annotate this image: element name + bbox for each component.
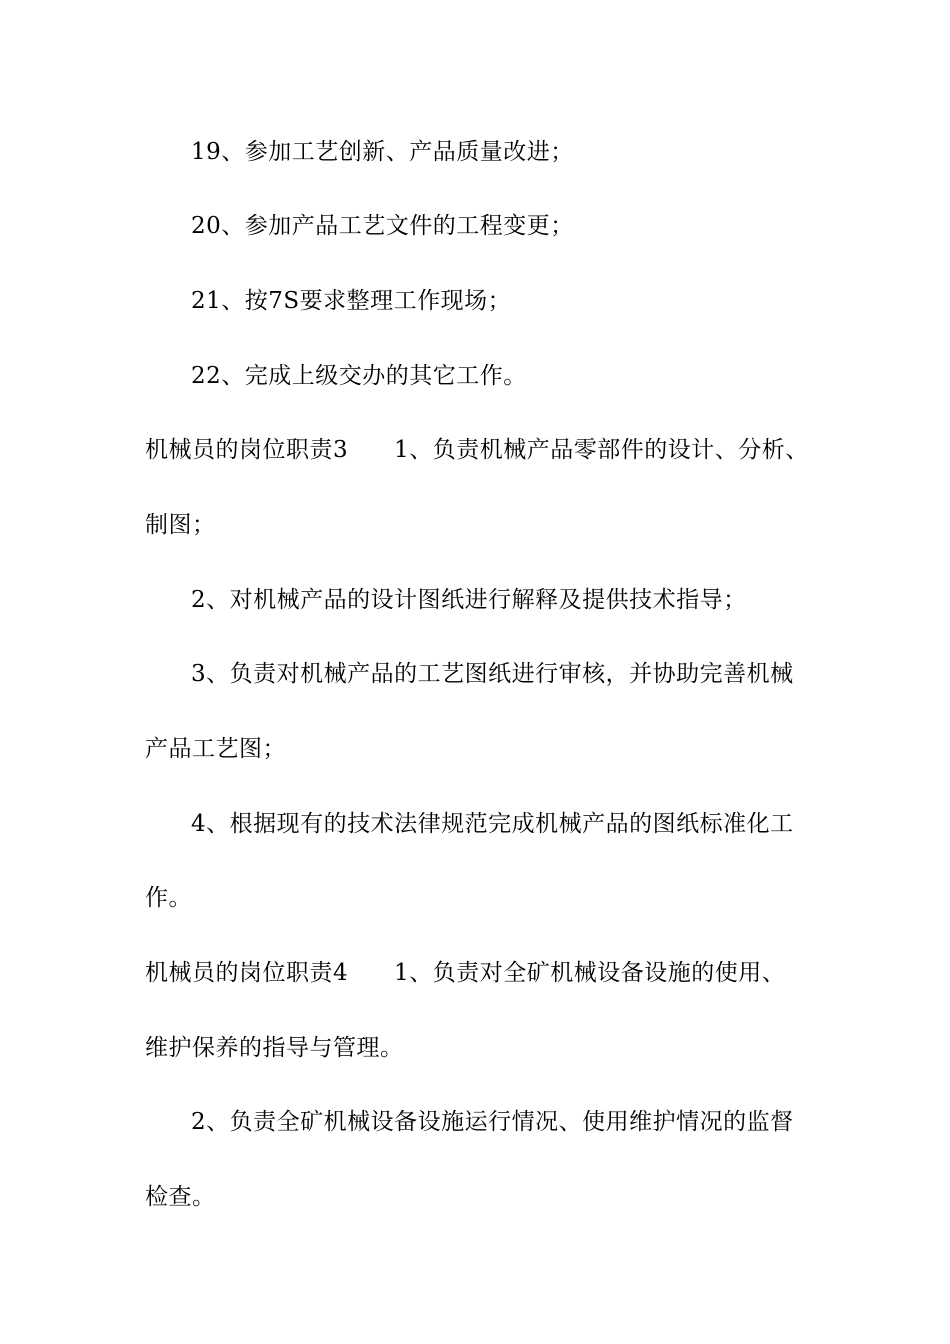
paragraph-line: 19、参加工艺创新、产品质量改进； (191, 139, 574, 165)
paragraph-line: 4、根据现有的技术法律规范完成机械产品的图纸标准化工 (191, 811, 794, 837)
section-heading-line (145, 959, 785, 987)
paragraph-text: 1、负责机械产品零部件的设计、分析、 (394, 437, 809, 463)
paragraph-line: 2、对机械产品的设计图纸进行解释及提供技术指导； (191, 587, 747, 613)
paragraph-line: 维护保养的指导与管理。 (145, 1035, 404, 1061)
section-heading: 机械员的岗位职责3 (145, 437, 349, 463)
paragraph-line: 作。 (145, 885, 192, 911)
paragraph-line: 22、完成上级交办的其它工作。 (191, 363, 527, 389)
paragraph-line: 2、负责全矿机械设备设施运行情况、使用维护情况的监督 (191, 1109, 794, 1135)
paragraph-text: 1、负责对全矿机械设备设施的使用、 (394, 960, 786, 986)
paragraph-line: 产品工艺图； (145, 736, 286, 762)
section-heading: 机械员的岗位职责4 (145, 960, 349, 986)
paragraph-line: 制图； (145, 512, 216, 538)
paragraph-line: 检查。 (145, 1184, 216, 1210)
paragraph-line: 3、负责对机械产品的工艺图纸进行审核，并协助完善机械 (191, 661, 794, 687)
section-heading-line (145, 436, 809, 464)
paragraph-line: 20、参加产品工艺文件的工程变更； (191, 213, 574, 239)
paragraph-line: 21、按7S要求整理工作现场； (191, 288, 512, 314)
